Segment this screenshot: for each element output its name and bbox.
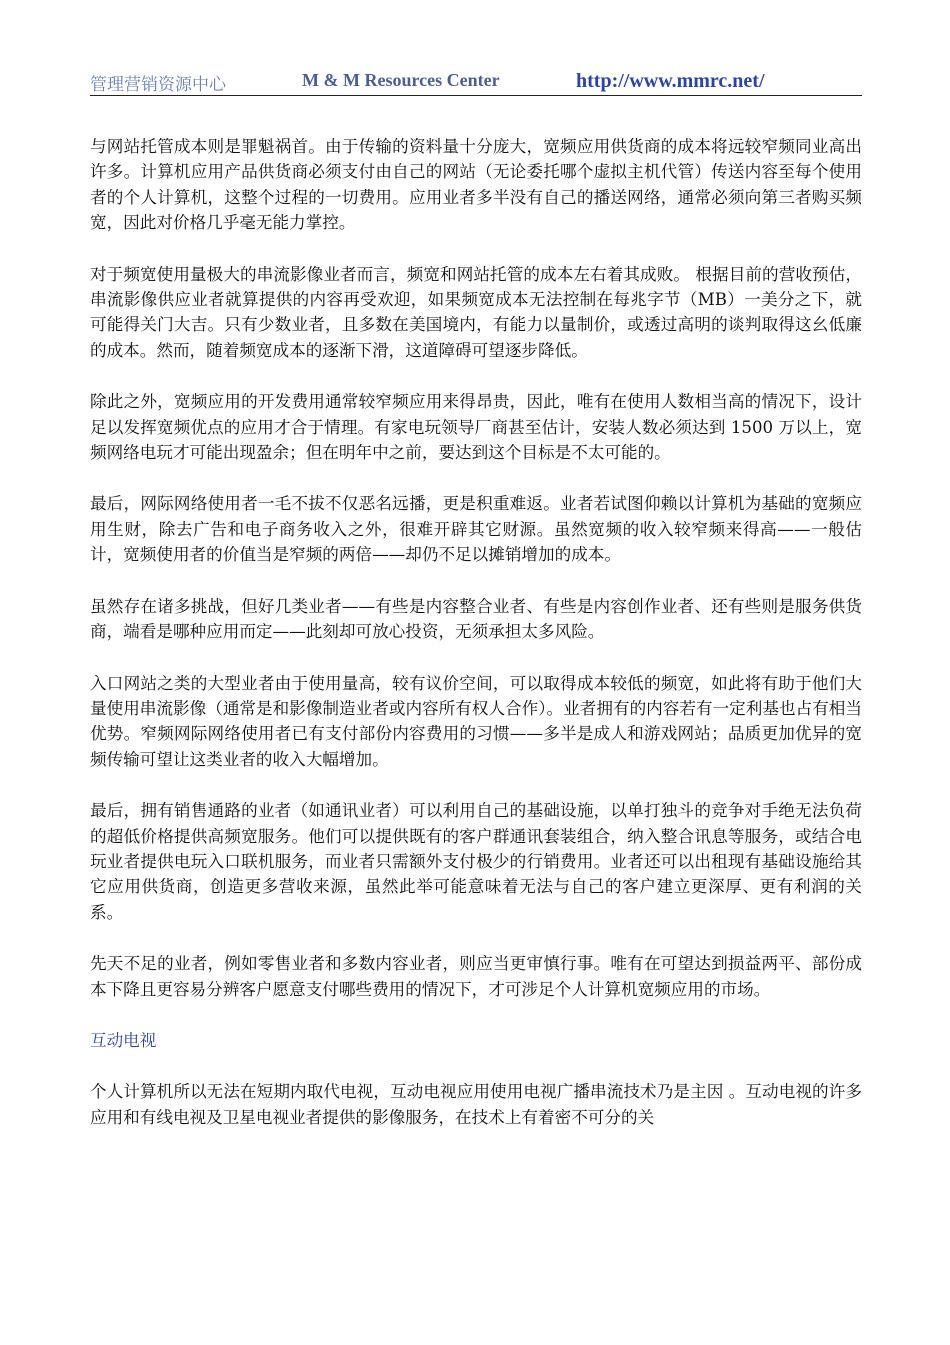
- header-en-title: M & M Resources Center: [302, 70, 500, 90]
- paragraph-1: 与网站托管成本则是罪魁祸首。由于传输的资料量十分庞大，宽频应用供货商的成本将远较窄频同业高出许多。计算机应用产品供货商必须支付由自己的网站（无论委托哪个虚拟主机代管）传送内容至每个使用者的个人计算机，这整个过程的一切费用。应用业者多半没有自己的播送网络，通常必须向第三者购买频宽，因此对价格几乎毫无能力掌控。: [90, 137, 862, 233]
- section-heading: 互动电视: [90, 1030, 157, 1050]
- document-body: [90, 134, 862, 1156]
- page-header: [90, 68, 862, 96]
- paragraph-2: 对于频宽使用量极大的串流影像业者而言，频宽和网站托管的成本左右着其成败。 根据目前的营收预估，串流影像供应业者就算提供的内容再受欢迎，如果频宽成本无法控制在每兆字节（MB）一美分之下，就可能得关门大吉。只有少数业者，且多数在美国境内，有能力以量制价，或透过高明的谈判取得这幺低廉的成本。然而，随着频宽成本的逐渐下滑，这道障碍可望逐步降低。: [90, 264, 862, 360]
- paragraph-9: 个人计算机所以无法在短期内取代电视，互动电视应用使用电视广播串流技术乃是主因 。互动电视的许多应用和有线电视及卫星电视业者提供的影像服务，在技术上有着密不可分的关: [90, 1082, 862, 1127]
- paragraph-4: 最后，网际网络使用者一毛不拔不仅恶名远播，更是积重难返。业者若试图仰赖以计算机为基础的宽频应用生财，除去广告和电子商务收入之外，很难开辟其它财源。虽然宽频的收入较窄频来得高——一般估计，宽频使用者的价值当是窄频的两倍——却仍不足以摊销增加的成本。: [90, 494, 862, 565]
- paragraph-3: 除此之外，宽频应用的开发费用通常较窄频应用来得昂贵，因此，唯有在使用人数相当高的情况下，设计足以发挥宽频优点的应用才合于情理。有家电玩领导厂商甚至估计，安装人数必须达到 1500 万以上，宽频网络电玩才可能出现盈余；但在明年中之前，要达到这个目标是不太可能的。: [90, 392, 862, 463]
- paragraph-8: 先天不足的业者，例如零售业者和多数内容业者，则应当更审慎行事。唯有在可望达到损益两平、部份成本下降且更容易分辨客户愿意支付哪些费用的情况下，才可涉足个人计算机宽频应用的市场。: [90, 954, 862, 999]
- paragraph-7: 最后，拥有销售通路的业者（如通讯业者）可以利用自己的基础设施，以单打独斗的竞争对手绝无法负荷的超低价格提供高频宽服务。他们可以提供既有的客户群通讯套装组合，纳入整合讯息等服务，或结合电玩业者提供电玩入口联机服务，而业者只需额外支付极少的行销费用。业者还可以出租现有基础设施给其它应用供货商，创造更多营收来源，虽然此举可能意味着无法与自己的客户建立更深厚、更有利润的关系。: [90, 801, 862, 922]
- paragraph-6: 入口网站之类的大型业者由于使用量高，较有议价空间，可以取得成本较低的频宽，如此将有助于他们大量使用串流影像（通常是和影像制造业者或内容所有权人合作）。业者拥有的内容若有一定利基也占有相当优势。窄频网际网络使用者已有支付部份内容费用的习惯——多半是成人和游戏网站；品质更加优异的宽频传输可望让这类业者的收入大幅增加。: [90, 673, 862, 769]
- header-cn-title: 管理营销资源中心: [90, 75, 226, 95]
- paragraph-5: 虽然存在诸多挑战，但好几类业者——有些是内容整合业者、有些是内容创作业者、还有些则是服务供货商，端看是哪种应用而定——此刻却可放心投资，无须承担太多风险。: [90, 596, 862, 642]
- header-url-link[interactable]: http://www.mmrc.net/: [576, 70, 765, 92]
